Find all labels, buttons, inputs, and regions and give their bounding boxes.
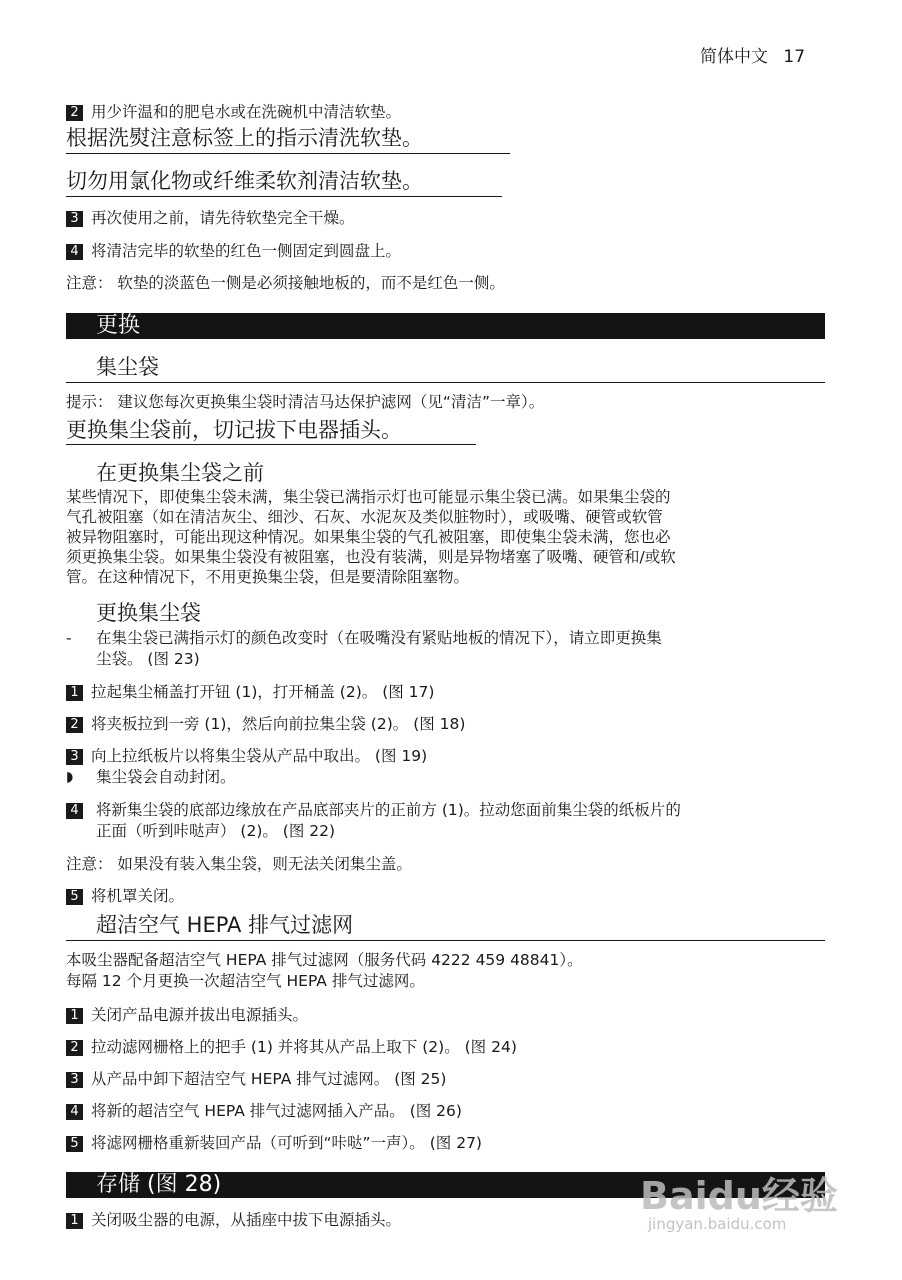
warning-underline — [66, 444, 476, 445]
hepa-intro-2: 每隔 12 个月更换一次超洁空气 HEPA 排气过滤网。 — [66, 972, 425, 990]
result-text: 集尘袋会自动封闭。 — [96, 768, 236, 786]
step-text: 将清洁完毕的软垫的红色一侧固定到圆盘上。 — [91, 242, 402, 260]
bullet-line: 尘袋。 (图 23) — [96, 650, 200, 668]
step-number: 4 — [66, 803, 83, 819]
step-number: 4 — [66, 244, 83, 260]
step-text: 关闭吸尘器的电源，从插座中拔下电源插头。 — [91, 1211, 402, 1229]
step-text: 用少许温和的肥皂水或在洗碗机中清洁软垫。 — [91, 103, 402, 121]
step-text: 拉动滤网栅格上的把手 (1) 并将其从产品上取下 (2)。 (图 24) — [91, 1038, 517, 1056]
step-number: 1 — [66, 1213, 83, 1229]
paragraph-line: 气孔被阻塞（如在清洁灰尘、细沙、石灰、水泥灰及类似脏物时），或吸嘴、硬管或软管 — [66, 508, 663, 526]
page-header — [700, 46, 805, 68]
step-number: 3 — [66, 749, 83, 765]
dust-bag-step-1 — [66, 682, 434, 702]
step-number: 2 — [66, 717, 83, 733]
dust-bag-step-4 — [66, 800, 681, 820]
dust-bag-title: 集尘袋 — [96, 355, 159, 379]
step-number: 3 — [66, 1072, 83, 1088]
cleaning-step-4 — [66, 241, 401, 261]
cleaning-note: 注意： 软垫的淡蓝色一侧是必须接触地板的，而不是红色一侧。 — [66, 274, 505, 292]
section-bar-replace: 更换 — [66, 313, 825, 339]
hepa-step-1 — [66, 1005, 308, 1025]
paragraph-line: 须更换集尘袋。如果集尘袋没有被阻塞，也没有装满，则是异物堵塞了吸嘴、硬管和/或软 — [66, 548, 676, 566]
step-number: 4 — [66, 1104, 83, 1120]
step-text: 将滤网栅格重新装回产品（可听到“咔哒”一声）。 (图 27) — [91, 1134, 482, 1152]
before-replace-paragraph — [66, 487, 826, 587]
baidu-watermark-logo: Baidu经验 — [640, 1174, 838, 1218]
paragraph-line: 某些情况下，即使集尘袋未满，集尘袋已满指示灯也可能显示集尘袋已满。如果集尘袋的 — [66, 488, 671, 506]
step-number: 2 — [66, 105, 83, 121]
storage-step-1 — [66, 1210, 401, 1230]
dust-bag-note: 注意： 如果没有装入集尘袋，则无法关闭集尘盖。 — [66, 855, 412, 873]
warning-underline — [66, 196, 502, 197]
hepa-step-2 — [66, 1037, 517, 1057]
step-number: 1 — [66, 685, 83, 701]
before-replace-title: 在更换集尘袋之前 — [96, 461, 264, 485]
step-text: 从产品中卸下超洁空气 HEPA 排气过滤网。 (图 25) — [91, 1070, 447, 1088]
step-text: 将夹板拉到一旁 (1)，然后向前拉集尘袋 (2)。 (图 18) — [91, 715, 466, 733]
dust-bag-step-5 — [66, 886, 184, 906]
result-marker: ◗ — [66, 769, 74, 785]
dust-bag-tip: 提示： 建议您每次更换集尘袋时清洁马达保护滤网（见“清洁”一章）。 — [66, 393, 545, 411]
paragraph-line: 管。在这种情况下，不用更换集尘袋，但是要清除阻塞物。 — [66, 568, 470, 586]
step-number: 5 — [66, 889, 83, 905]
cleaning-step-3 — [66, 208, 355, 228]
bullet-line: 在集尘袋已满指示灯的颜色改变时（在吸嘴没有紧贴地板的情况下），请立即更换集 — [96, 629, 662, 647]
header-language: 简体中文 — [700, 47, 768, 67]
heading-rule — [66, 382, 825, 383]
step-text: 将新集尘袋的底部边缘放在产品底部夹片的正前方 (1)。拉动您面前集尘袋的纸板片的 — [91, 801, 681, 819]
step-text: 拉起集尘桶盖打开钮 (1)，打开桶盖 (2)。 (图 17) — [91, 683, 435, 701]
hepa-step-5 — [66, 1133, 482, 1153]
section-bar-storage: 存储 (图 28) — [66, 1172, 825, 1198]
cleaning-step-2 — [66, 102, 401, 122]
paragraph-line: 被异物阻塞时，可能出现这种情况。如果集尘袋的气孔被阻塞，即使集尘袋未满，您也必 — [66, 528, 671, 546]
hepa-step-4 — [66, 1101, 462, 1121]
step-number: 5 — [66, 1136, 83, 1152]
dust-bag-warning: 更换集尘袋前，切记拔下电器插头。 — [66, 418, 402, 442]
bullet-dash: - — [66, 629, 72, 647]
page-number: 17 — [783, 47, 806, 67]
step-text: 将机罩关闭。 — [91, 887, 185, 905]
hepa-intro-1: 本吸尘器配备超洁空气 HEPA 排气过滤网（服务代码 4222 459 48841）。 — [66, 951, 583, 969]
step-number: 2 — [66, 1040, 83, 1056]
step-number: 1 — [66, 1008, 83, 1024]
baidu-watermark-url: jingyan.baidu.com — [648, 1215, 787, 1233]
step-number: 3 — [66, 211, 83, 227]
warning-no-chlorine: 切勿用氯化物或纤维柔软剂清洁软垫。 — [66, 169, 423, 193]
dust-bag-step-2 — [66, 714, 465, 734]
step-text-continued: 正面（听到咔哒声） (2)。 (图 22) — [96, 822, 336, 840]
dust-bag-step-3 — [66, 746, 427, 766]
warning-underline — [66, 153, 510, 154]
heading-rule — [66, 940, 825, 941]
hepa-step-3 — [66, 1069, 446, 1089]
step-text: 将新的超洁空气 HEPA 排气过滤网插入产品。 (图 26) — [91, 1102, 462, 1120]
step-text: 关闭产品电源并拔出电源插头。 — [91, 1006, 309, 1024]
warning-wash-label: 根据洗熨注意标签上的指示清洗软垫。 — [66, 126, 423, 150]
step-text: 再次使用之前，请先待软垫完全干燥。 — [91, 209, 355, 227]
hepa-title: 超洁空气 HEPA 排气过滤网 — [96, 913, 354, 937]
replace-dust-bag-title: 更换集尘袋 — [96, 601, 201, 625]
step-text: 向上拉纸板片以将集尘袋从产品中取出。 (图 19) — [91, 747, 428, 765]
